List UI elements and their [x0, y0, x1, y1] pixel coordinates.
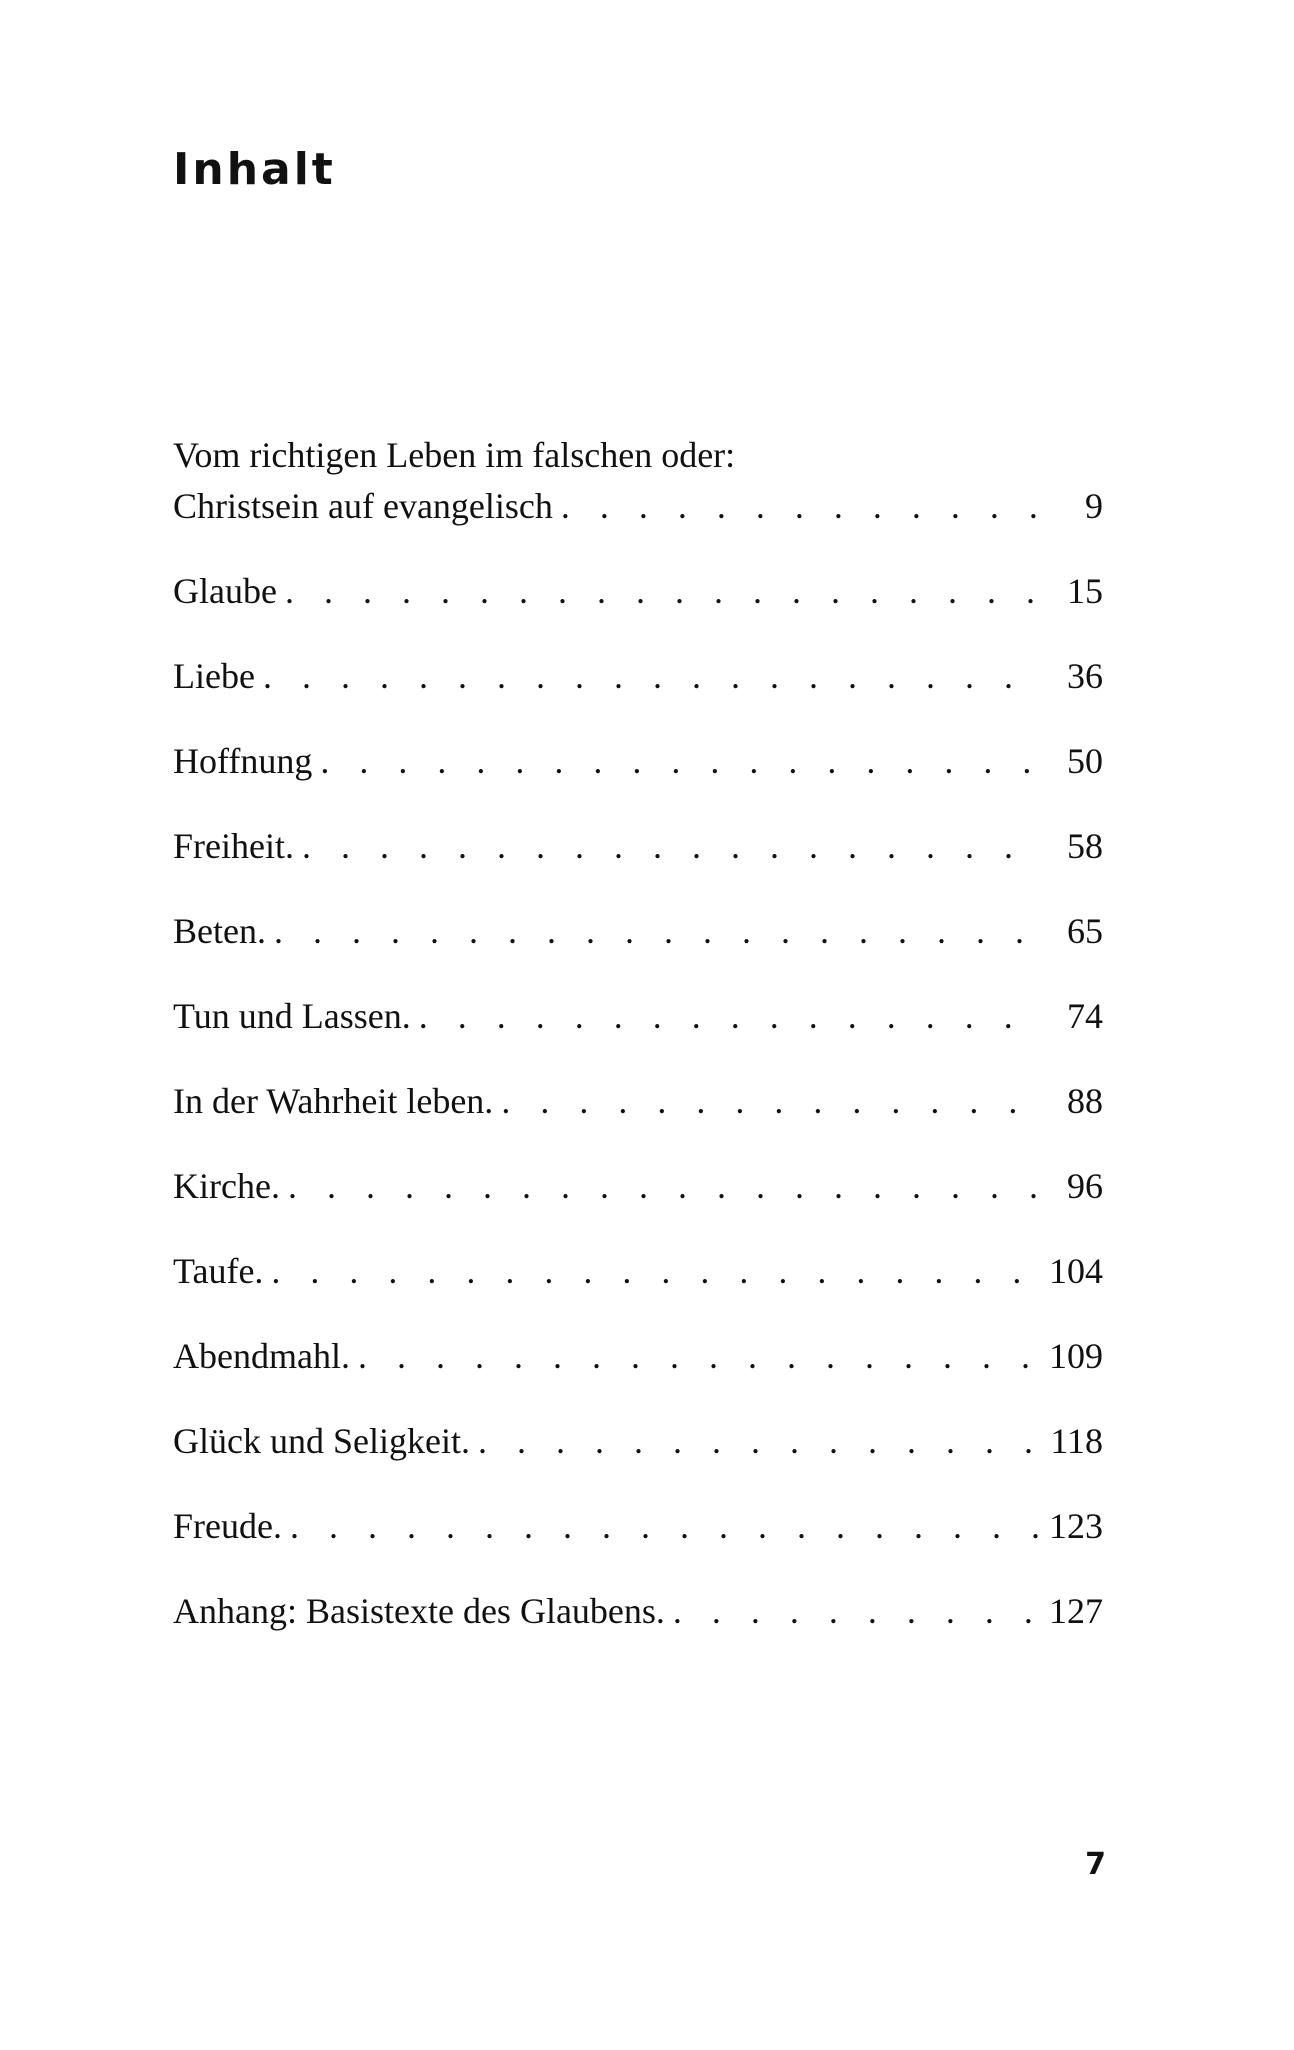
toc-leader-dots	[561, 481, 1041, 532]
toc-entry-page: 9	[1085, 486, 1103, 526]
toc-entry[interactable]	[173, 821, 1103, 872]
toc-entry[interactable]	[173, 1076, 1103, 1127]
toc-entry-label: Anhang: Basistexte des Glaubens.	[173, 1591, 665, 1631]
toc-entry-page: 118	[1050, 1421, 1103, 1461]
toc-leader-dots	[274, 906, 1041, 957]
table-of-contents	[173, 430, 1103, 1671]
toc-entry-pretitle: Vom richtigen Leben im falschen oder:	[173, 435, 736, 475]
toc-entry[interactable]	[173, 1161, 1103, 1212]
toc-entry-page: 74	[1067, 996, 1103, 1036]
toc-leader-dots	[358, 1331, 1041, 1382]
toc-entry[interactable]	[173, 991, 1103, 1042]
toc-entry[interactable]	[173, 566, 1103, 617]
toc-entry-label: Abendmahl.	[173, 1336, 350, 1376]
toc-entry[interactable]	[173, 651, 1103, 702]
toc-entry-page: 15	[1067, 571, 1103, 611]
toc-leader-dots	[501, 1076, 1041, 1127]
toc-entry-label: Freiheit.	[173, 826, 294, 866]
page-number: 7	[1085, 1847, 1106, 1882]
toc-entry[interactable]	[173, 1586, 1103, 1637]
toc-entry[interactable]	[173, 906, 1103, 957]
toc-leader-dots	[673, 1586, 1041, 1637]
toc-leader-dots	[302, 821, 1041, 872]
toc-entry[interactable]	[173, 1246, 1103, 1297]
toc-entry-label: Glaube	[173, 571, 277, 611]
toc-leader-dots	[478, 1416, 1041, 1467]
toc-entry-page: 127	[1049, 1591, 1103, 1631]
toc-entry-label: Hoffnung	[173, 741, 313, 781]
toc-entry-page: 109	[1049, 1336, 1103, 1376]
toc-entry-label: Freude.	[173, 1506, 282, 1546]
toc-entry-page: 65	[1067, 911, 1103, 951]
toc-leader-dots	[263, 651, 1041, 702]
toc-entry-page: 96	[1067, 1166, 1103, 1206]
toc-leader-dots	[285, 566, 1041, 617]
toc-leader-dots	[419, 991, 1041, 1042]
page-title: Inhalt	[173, 144, 336, 195]
toc-entry-page: 50	[1067, 741, 1103, 781]
toc-entry-label: Glück und Seligkeit.	[173, 1421, 470, 1461]
toc-entry-page: 88	[1067, 1081, 1103, 1121]
toc-leader-dots	[288, 1161, 1041, 1212]
toc-entry[interactable]	[173, 1416, 1103, 1467]
toc-entry-label: Kirche.	[173, 1166, 280, 1206]
toc-entry[interactable]	[173, 430, 1103, 532]
toc-entry-label: Beten.	[173, 911, 266, 951]
toc-entry-page: 36	[1067, 656, 1103, 696]
toc-entry-label: In der Wahrheit leben.	[173, 1081, 494, 1121]
toc-leader-dots	[290, 1501, 1041, 1552]
toc-entry[interactable]	[173, 1331, 1103, 1382]
toc-leader-dots	[320, 736, 1041, 787]
toc-entry-page: 123	[1049, 1506, 1103, 1546]
toc-entry-label: Liebe	[173, 656, 255, 696]
toc-entry-page: 58	[1067, 826, 1103, 866]
toc-entry-label: Christsein auf evangelisch	[173, 486, 553, 526]
toc-entry-label: Taufe.	[173, 1251, 264, 1291]
toc-entry[interactable]	[173, 1501, 1103, 1552]
toc-entry-page: 104	[1049, 1251, 1103, 1291]
toc-leader-dots	[271, 1246, 1041, 1297]
toc-entry-label: Tun und Lassen.	[173, 996, 411, 1036]
toc-entry[interactable]	[173, 736, 1103, 787]
